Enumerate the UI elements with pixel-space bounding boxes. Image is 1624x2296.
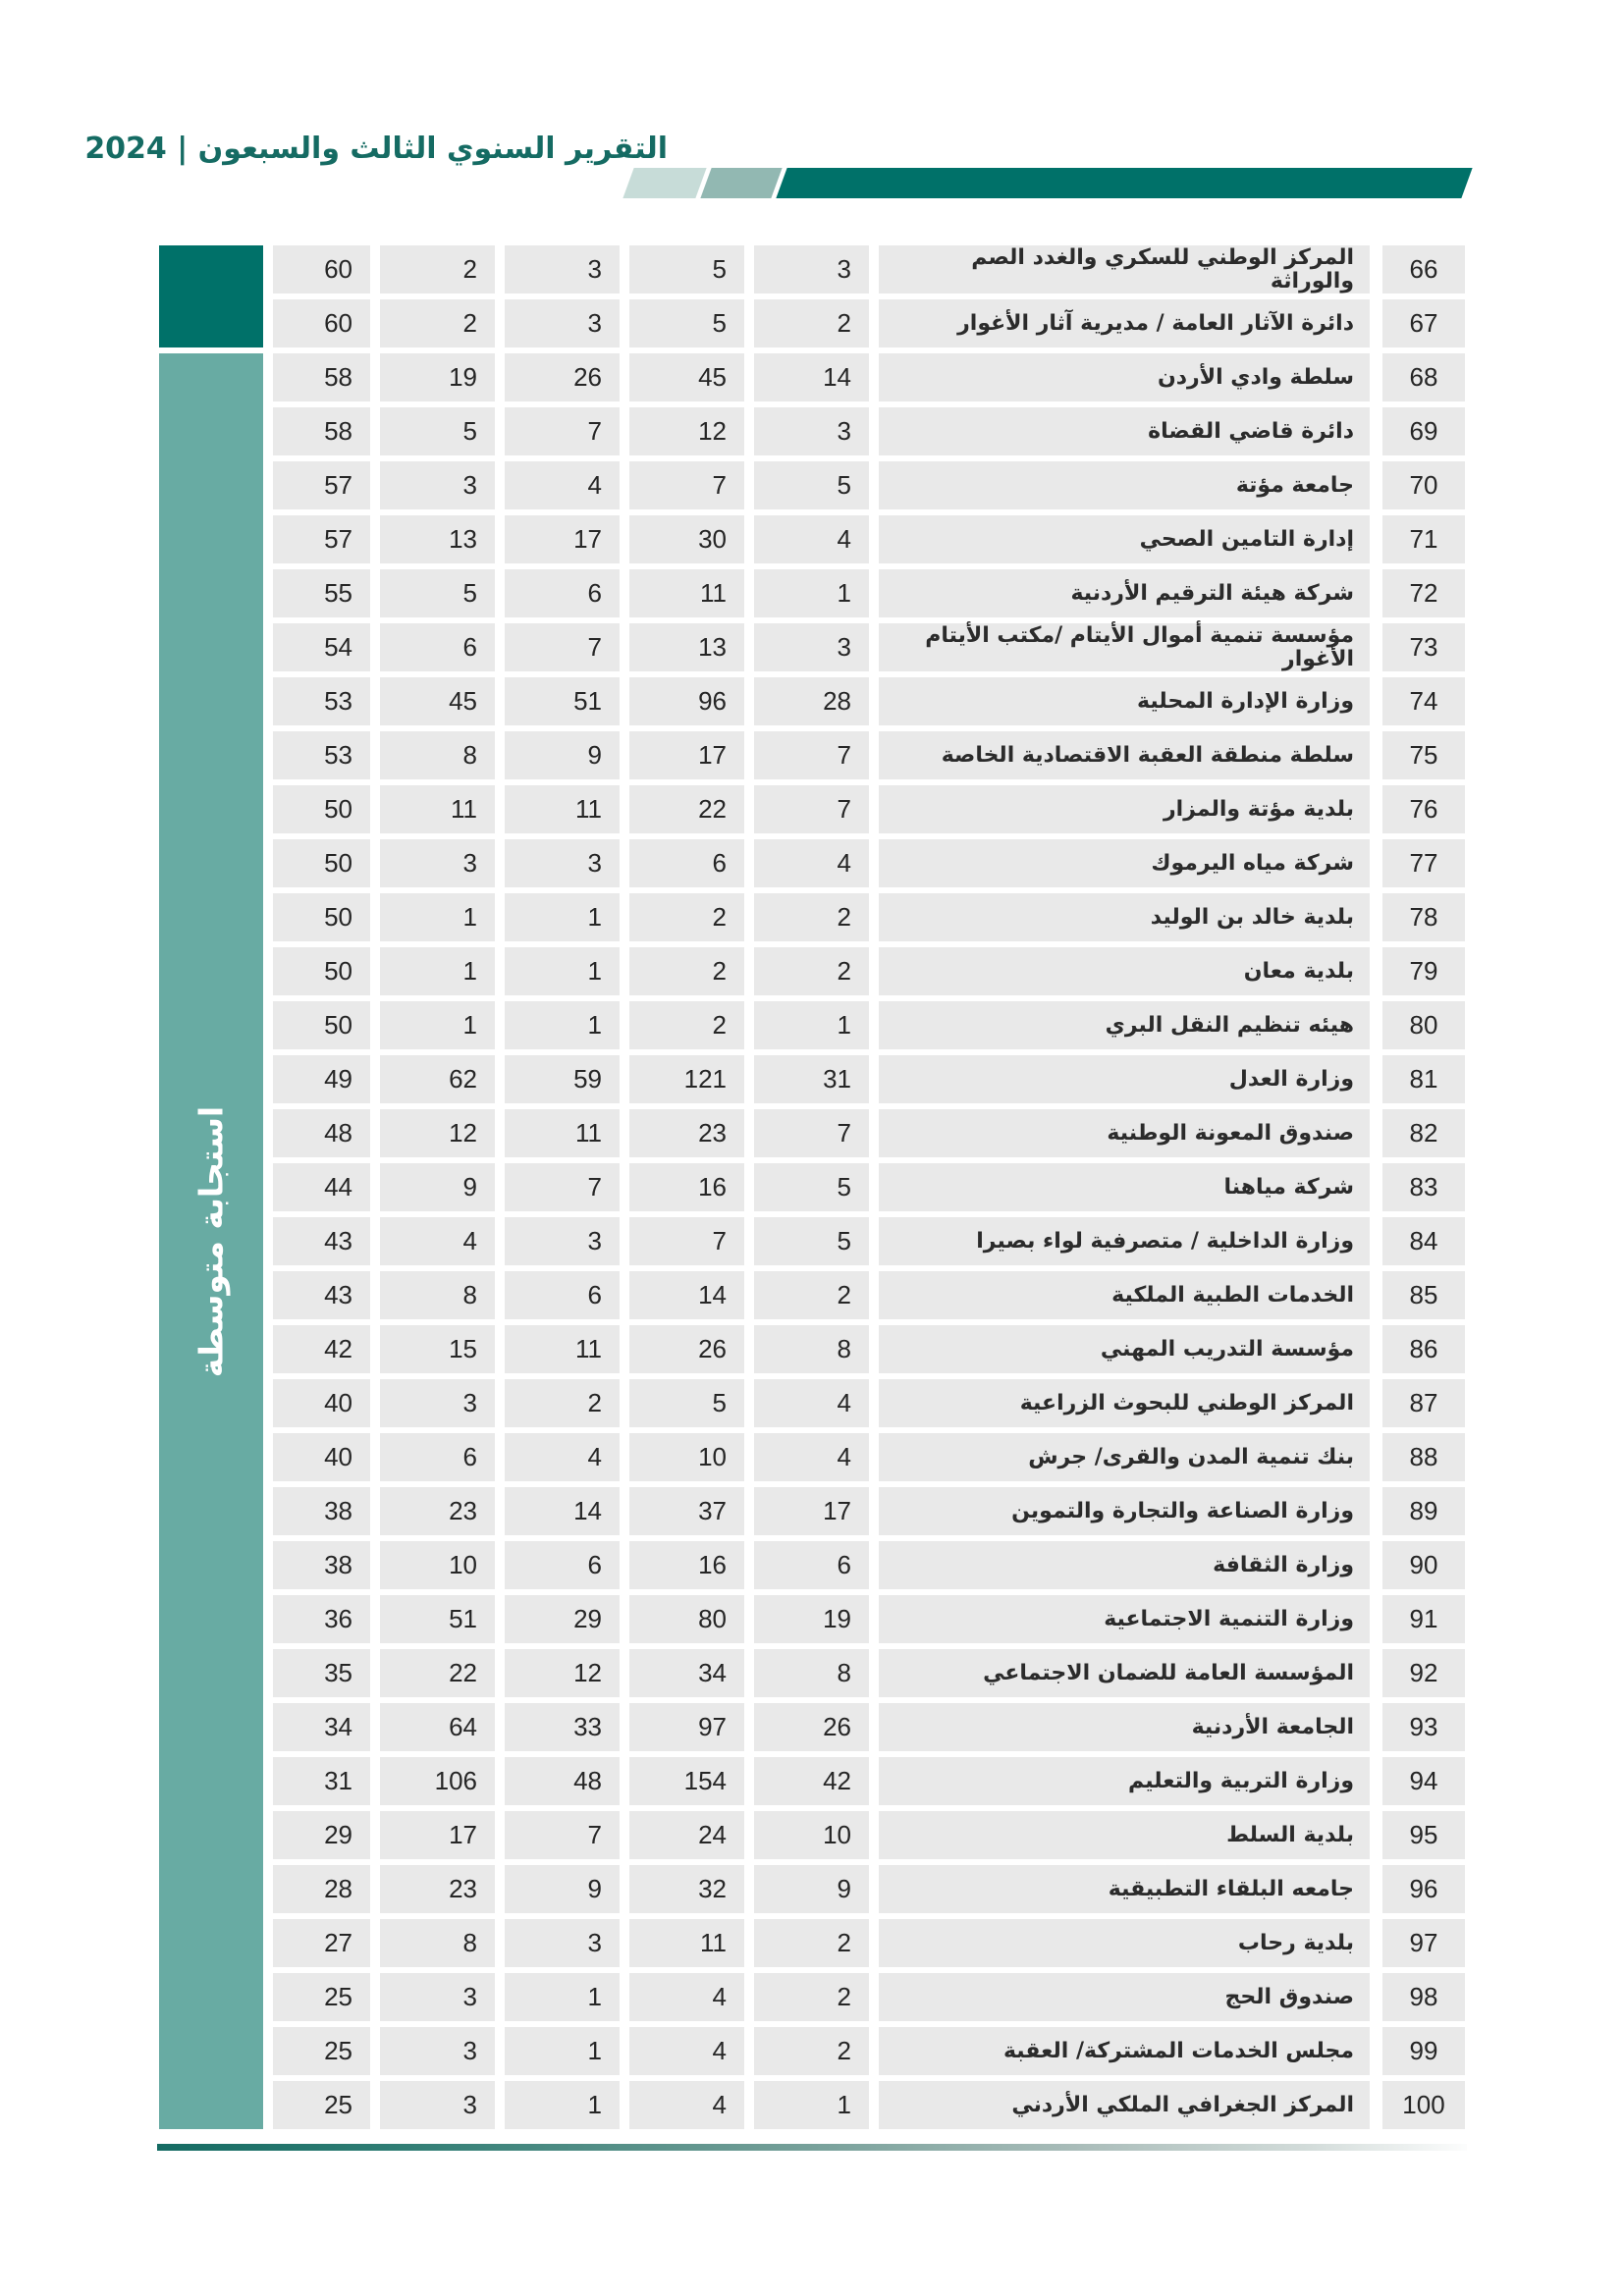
value-cell-1: 3 (754, 407, 869, 455)
table-row (159, 569, 1467, 617)
rank-cell: 83 (1382, 1163, 1465, 1211)
value-cell-4: 17 (380, 1811, 495, 1859)
value-cell-4: 2 (380, 299, 495, 347)
entity-name-cell: هيئه تنظيم النقل البري (879, 1001, 1370, 1049)
value-cell-2: 5 (629, 299, 744, 347)
value-cell-3: 3 (505, 1217, 620, 1265)
value-cell-total: 38 (273, 1487, 370, 1535)
value-cell-3: 14 (505, 1487, 620, 1535)
value-cell-4: 8 (380, 1919, 495, 1967)
value-cell-3: 29 (505, 1595, 620, 1643)
table-row (159, 1541, 1467, 1589)
value-cell-total: 35 (273, 1649, 370, 1697)
value-cell-3: 2 (505, 1379, 620, 1427)
header-decor-segment-mid (700, 168, 782, 198)
entity-name-cell: وزارة الداخلية / متصرفية لواء بصيرا (879, 1217, 1370, 1265)
table-row (159, 1163, 1467, 1211)
entity-name-cell: بنك تنمية المدن والقرى/ جرش (879, 1433, 1370, 1481)
value-cell-2: 6 (629, 839, 744, 887)
value-cell-3: 7 (505, 1811, 620, 1859)
value-cell-total: 36 (273, 1595, 370, 1643)
rank-cell: 92 (1382, 1649, 1465, 1697)
rank-cell: 98 (1382, 1973, 1465, 2021)
header-decor-bar (776, 168, 1472, 198)
value-cell-1: 28 (754, 677, 869, 725)
value-cell-2: 5 (629, 1379, 744, 1427)
value-cell-3: 1 (505, 2081, 620, 2129)
footer-gradient-rule (157, 2144, 1467, 2151)
table-row (159, 1055, 1467, 1103)
table-row (159, 1865, 1467, 1913)
value-cell-4: 106 (380, 1757, 495, 1805)
entity-name-cell: إدارة التامين الصحي (879, 515, 1370, 563)
entity-name-cell: جامعة مؤتة (879, 461, 1370, 509)
value-cell-total: 25 (273, 2081, 370, 2129)
value-cell-total: 38 (273, 1541, 370, 1589)
value-cell-2: 16 (629, 1541, 744, 1589)
entity-name-cell: مؤسسة التدريب المهني (879, 1325, 1370, 1373)
entity-name-cell: مجلس الخدمات المشتركة/ العقبة (879, 2027, 1370, 2075)
value-cell-4: 19 (380, 353, 495, 401)
value-cell-2: 121 (629, 1055, 744, 1103)
value-cell-total: 60 (273, 245, 370, 294)
table-row (159, 1703, 1467, 1751)
value-cell-1: 31 (754, 1055, 869, 1103)
entity-name-cell: وزارة الإدارة المحلية (879, 677, 1370, 725)
rank-cell: 93 (1382, 1703, 1465, 1751)
value-cell-2: 4 (629, 2081, 744, 2129)
value-cell-4: 1 (380, 1001, 495, 1049)
value-cell-4: 23 (380, 1865, 495, 1913)
entity-name-cell: وزارة الثقافة (879, 1541, 1370, 1589)
value-cell-1: 2 (754, 2027, 869, 2075)
value-cell-3: 17 (505, 515, 620, 563)
value-cell-2: 12 (629, 407, 744, 455)
value-cell-total: 48 (273, 1109, 370, 1157)
value-cell-4: 22 (380, 1649, 495, 1697)
value-cell-total: 50 (273, 893, 370, 941)
value-cell-3: 3 (505, 839, 620, 887)
value-cell-3: 1 (505, 947, 620, 995)
value-cell-1: 1 (754, 2081, 869, 2129)
value-cell-total: 34 (273, 1703, 370, 1751)
value-cell-2: 45 (629, 353, 744, 401)
value-cell-1: 2 (754, 893, 869, 941)
value-cell-total: 50 (273, 1001, 370, 1049)
value-cell-3: 1 (505, 1001, 620, 1049)
table-row (159, 1109, 1467, 1157)
entity-name-cell: سلطة منطقة العقبة الاقتصادية الخاصة (879, 731, 1370, 779)
value-cell-1: 4 (754, 1433, 869, 1481)
value-cell-2: 97 (629, 1703, 744, 1751)
entity-name-cell: وزارة التنمية الاجتماعية (879, 1595, 1370, 1643)
table-row (159, 353, 1467, 401)
rank-cell: 70 (1382, 461, 1465, 509)
table-row (159, 1001, 1467, 1049)
value-cell-4: 3 (380, 461, 495, 509)
value-cell-1: 7 (754, 785, 869, 833)
rank-cell: 87 (1382, 1379, 1465, 1427)
value-cell-4: 6 (380, 623, 495, 671)
value-cell-3: 3 (505, 299, 620, 347)
rank-cell: 96 (1382, 1865, 1465, 1913)
rank-cell: 90 (1382, 1541, 1465, 1589)
rank-cell: 82 (1382, 1109, 1465, 1157)
value-cell-total: 50 (273, 947, 370, 995)
rank-cell: 78 (1382, 893, 1465, 941)
table-row (159, 299, 1467, 347)
value-cell-4: 12 (380, 1109, 495, 1157)
value-cell-3: 1 (505, 893, 620, 941)
entity-name-cell: بلدية السلط (879, 1811, 1370, 1859)
rank-cell: 88 (1382, 1433, 1465, 1481)
value-cell-3: 12 (505, 1649, 620, 1697)
value-cell-2: 14 (629, 1271, 744, 1319)
value-cell-total: 27 (273, 1919, 370, 1967)
value-cell-1: 4 (754, 839, 869, 887)
value-cell-1: 2 (754, 1919, 869, 1967)
value-cell-1: 10 (754, 1811, 869, 1859)
rank-cell: 79 (1382, 947, 1465, 995)
entity-name-cell: وزارة التربية والتعليم (879, 1757, 1370, 1805)
table-row (159, 839, 1467, 887)
rank-cell: 81 (1382, 1055, 1465, 1103)
entity-name-cell: شركة هيئة الترقيم الأردنية (879, 569, 1370, 617)
table-row (159, 1973, 1467, 2021)
value-cell-total: 57 (273, 515, 370, 563)
entity-name-cell: شركة مياه اليرموك (879, 839, 1370, 887)
page-title: التقرير السنوي الثالث والسبعون | 2024 (84, 132, 668, 166)
value-cell-4: 3 (380, 839, 495, 887)
value-cell-total: 50 (273, 785, 370, 833)
value-cell-3: 11 (505, 1109, 620, 1157)
value-cell-1: 4 (754, 515, 869, 563)
value-cell-2: 37 (629, 1487, 744, 1535)
value-cell-2: 23 (629, 1109, 744, 1157)
value-cell-4: 9 (380, 1163, 495, 1211)
value-cell-3: 11 (505, 1325, 620, 1373)
value-cell-1: 1 (754, 569, 869, 617)
ranking-table (159, 245, 1467, 2135)
table-row (159, 1379, 1467, 1427)
table-row (159, 731, 1467, 779)
entity-name-cell: مؤسسة تنمية أموال الأيتام /مكتب الأيتام الأغوار (879, 623, 1370, 671)
rank-cell: 99 (1382, 2027, 1465, 2075)
value-cell-2: 32 (629, 1865, 744, 1913)
value-cell-2: 10 (629, 1433, 744, 1481)
rank-cell: 97 (1382, 1919, 1465, 1967)
value-cell-3: 9 (505, 731, 620, 779)
header-decor-segment-pale (623, 168, 706, 198)
value-cell-total: 25 (273, 2027, 370, 2075)
value-cell-2: 4 (629, 2027, 744, 2075)
value-cell-3: 59 (505, 1055, 620, 1103)
entity-name-cell: دائرة الآثار العامة / مديرية آثار الأغوار (879, 299, 1370, 347)
rank-cell: 95 (1382, 1811, 1465, 1859)
value-cell-2: 2 (629, 1001, 744, 1049)
value-cell-4: 5 (380, 569, 495, 617)
value-cell-1: 2 (754, 1973, 869, 2021)
value-cell-1: 4 (754, 1379, 869, 1427)
table-row (159, 1217, 1467, 1265)
entity-name-cell: المؤسسة العامة للضمان الاجتماعي (879, 1649, 1370, 1697)
entity-name-cell: المركز الوطني للسكري والغدد الصم والوراثة (879, 245, 1370, 294)
value-cell-total: 49 (273, 1055, 370, 1103)
value-cell-3: 26 (505, 353, 620, 401)
value-cell-3: 6 (505, 1541, 620, 1589)
value-cell-1: 42 (754, 1757, 869, 1805)
rank-cell: 76 (1382, 785, 1465, 833)
value-cell-3: 1 (505, 2027, 620, 2075)
table-row (159, 1325, 1467, 1373)
table-row (159, 461, 1467, 509)
value-cell-2: 80 (629, 1595, 744, 1643)
value-cell-2: 11 (629, 1919, 744, 1967)
value-cell-2: 5 (629, 245, 744, 294)
value-cell-4: 6 (380, 1433, 495, 1481)
value-cell-4: 2 (380, 245, 495, 294)
value-cell-4: 1 (380, 947, 495, 995)
value-cell-3: 4 (505, 1433, 620, 1481)
value-cell-3: 9 (505, 1865, 620, 1913)
value-cell-2: 2 (629, 947, 744, 995)
value-cell-4: 3 (380, 1973, 495, 2021)
value-cell-1: 5 (754, 1217, 869, 1265)
rank-cell: 66 (1382, 245, 1465, 294)
table-row (159, 1649, 1467, 1697)
category-strip-medium-response (159, 353, 263, 2129)
value-cell-total: 54 (273, 623, 370, 671)
rank-cell: 73 (1382, 623, 1465, 671)
value-cell-total: 57 (273, 461, 370, 509)
entity-name-cell: شركة مياهنا (879, 1163, 1370, 1211)
rank-cell: 67 (1382, 299, 1465, 347)
table-row (159, 1487, 1467, 1535)
rank-cell: 85 (1382, 1271, 1465, 1319)
value-cell-total: 58 (273, 353, 370, 401)
value-cell-4: 3 (380, 2081, 495, 2129)
value-cell-2: 17 (629, 731, 744, 779)
rank-cell: 71 (1382, 515, 1465, 563)
rank-cell: 84 (1382, 1217, 1465, 1265)
value-cell-total: 60 (273, 299, 370, 347)
value-cell-1: 14 (754, 353, 869, 401)
value-cell-total: 44 (273, 1163, 370, 1211)
table-row (159, 623, 1467, 671)
value-cell-2: 22 (629, 785, 744, 833)
value-cell-total: 40 (273, 1433, 370, 1481)
table-row (159, 1433, 1467, 1481)
entity-name-cell: بلدية معان (879, 947, 1370, 995)
value-cell-total: 28 (273, 1865, 370, 1913)
value-cell-2: 26 (629, 1325, 744, 1373)
table-row (159, 947, 1467, 995)
entity-name-cell: المركز الجغرافي الملكي الأردني (879, 2081, 1370, 2129)
table-row (159, 515, 1467, 563)
value-cell-total: 53 (273, 731, 370, 779)
table-row (159, 1811, 1467, 1859)
value-cell-3: 33 (505, 1703, 620, 1751)
value-cell-2: 154 (629, 1757, 744, 1805)
value-cell-total: 29 (273, 1811, 370, 1859)
value-cell-1: 7 (754, 731, 869, 779)
value-cell-4: 23 (380, 1487, 495, 1535)
rank-cell: 75 (1382, 731, 1465, 779)
value-cell-4: 13 (380, 515, 495, 563)
table-row (159, 2027, 1467, 2075)
value-cell-4: 10 (380, 1541, 495, 1589)
table-rows (159, 245, 1467, 2129)
value-cell-2: 4 (629, 1973, 744, 2021)
value-cell-total: 40 (273, 1379, 370, 1427)
value-cell-1: 3 (754, 245, 869, 294)
value-cell-2: 30 (629, 515, 744, 563)
value-cell-3: 6 (505, 1271, 620, 1319)
table-row (159, 1919, 1467, 1967)
value-cell-1: 2 (754, 947, 869, 995)
rank-cell: 100 (1382, 2081, 1465, 2129)
value-cell-3: 11 (505, 785, 620, 833)
value-cell-4: 45 (380, 677, 495, 725)
table-row (159, 245, 1467, 294)
table-row (159, 785, 1467, 833)
value-cell-2: 16 (629, 1163, 744, 1211)
entity-name-cell: الخدمات الطبية الملكية (879, 1271, 1370, 1319)
value-cell-total: 25 (273, 1973, 370, 2021)
value-cell-1: 8 (754, 1325, 869, 1373)
value-cell-2: 96 (629, 677, 744, 725)
entity-name-cell: بلدية خالد بن الوليد (879, 893, 1370, 941)
entity-name-cell: وزارة الصناعة والتجارة والتموين (879, 1487, 1370, 1535)
value-cell-1: 2 (754, 299, 869, 347)
value-cell-total: 55 (273, 569, 370, 617)
value-cell-3: 4 (505, 461, 620, 509)
value-cell-4: 5 (380, 407, 495, 455)
value-cell-total: 58 (273, 407, 370, 455)
rank-cell: 89 (1382, 1487, 1465, 1535)
rank-cell: 77 (1382, 839, 1465, 887)
value-cell-1: 2 (754, 1271, 869, 1319)
table-row (159, 1595, 1467, 1643)
value-cell-total: 31 (273, 1757, 370, 1805)
value-cell-total: 42 (273, 1325, 370, 1373)
rank-cell: 69 (1382, 407, 1465, 455)
value-cell-2: 13 (629, 623, 744, 671)
table-row (159, 893, 1467, 941)
entity-name-cell: صندوق المعونة الوطنية (879, 1109, 1370, 1157)
value-cell-3: 7 (505, 1163, 620, 1211)
value-cell-3: 1 (505, 1973, 620, 2021)
value-cell-1: 8 (754, 1649, 869, 1697)
value-cell-3: 51 (505, 677, 620, 725)
entity-name-cell: الجامعة الأردنية (879, 1703, 1370, 1751)
table-row (159, 407, 1467, 455)
entity-name-cell: وزارة العدل (879, 1055, 1370, 1103)
value-cell-1: 3 (754, 623, 869, 671)
entity-name-cell: سلطة وادي الأردن (879, 353, 1370, 401)
value-cell-2: 24 (629, 1811, 744, 1859)
category-label: استجابة متوسطة (191, 1105, 231, 1377)
value-cell-2: 2 (629, 893, 744, 941)
table-row (159, 1271, 1467, 1319)
value-cell-2: 7 (629, 1217, 744, 1265)
category-strip-previous (159, 245, 263, 347)
table-row (159, 1757, 1467, 1805)
rank-cell: 74 (1382, 677, 1465, 725)
value-cell-total: 53 (273, 677, 370, 725)
rank-cell: 68 (1382, 353, 1465, 401)
value-cell-4: 51 (380, 1595, 495, 1643)
value-cell-1: 7 (754, 1109, 869, 1157)
rank-cell: 72 (1382, 569, 1465, 617)
value-cell-4: 11 (380, 785, 495, 833)
value-cell-3: 6 (505, 569, 620, 617)
value-cell-4: 3 (380, 1379, 495, 1427)
value-cell-1: 5 (754, 1163, 869, 1211)
value-cell-4: 1 (380, 893, 495, 941)
value-cell-3: 7 (505, 407, 620, 455)
rank-cell: 94 (1382, 1757, 1465, 1805)
entity-name-cell: جامعه البلقاء التطبيقية (879, 1865, 1370, 1913)
value-cell-total: 43 (273, 1271, 370, 1319)
value-cell-3: 48 (505, 1757, 620, 1805)
value-cell-4: 8 (380, 731, 495, 779)
value-cell-4: 8 (380, 1271, 495, 1319)
value-cell-1: 6 (754, 1541, 869, 1589)
value-cell-3: 3 (505, 245, 620, 294)
value-cell-2: 11 (629, 569, 744, 617)
rank-cell: 86 (1382, 1325, 1465, 1373)
value-cell-4: 15 (380, 1325, 495, 1373)
table-row (159, 2081, 1467, 2129)
value-cell-total: 43 (273, 1217, 370, 1265)
value-cell-1: 17 (754, 1487, 869, 1535)
value-cell-1: 19 (754, 1595, 869, 1643)
value-cell-total: 50 (273, 839, 370, 887)
entity-name-cell: دائرة قاضي القضاة (879, 407, 1370, 455)
value-cell-3: 3 (505, 1919, 620, 1967)
entity-name-cell: المركز الوطني للبحوث الزراعية (879, 1379, 1370, 1427)
value-cell-4: 4 (380, 1217, 495, 1265)
entity-name-cell: بلدية رحاب (879, 1919, 1370, 1967)
value-cell-1: 9 (754, 1865, 869, 1913)
value-cell-2: 34 (629, 1649, 744, 1697)
rank-cell: 80 (1382, 1001, 1465, 1049)
table-row (159, 677, 1467, 725)
value-cell-2: 7 (629, 461, 744, 509)
value-cell-4: 62 (380, 1055, 495, 1103)
value-cell-1: 26 (754, 1703, 869, 1751)
value-cell-3: 7 (505, 623, 620, 671)
entity-name-cell: بلدية مؤتة والمزار (879, 785, 1370, 833)
entity-name-cell: صندوق الحج (879, 1973, 1370, 2021)
value-cell-4: 64 (380, 1703, 495, 1751)
value-cell-1: 1 (754, 1001, 869, 1049)
rank-cell: 91 (1382, 1595, 1465, 1643)
value-cell-1: 5 (754, 461, 869, 509)
value-cell-4: 3 (380, 2027, 495, 2075)
